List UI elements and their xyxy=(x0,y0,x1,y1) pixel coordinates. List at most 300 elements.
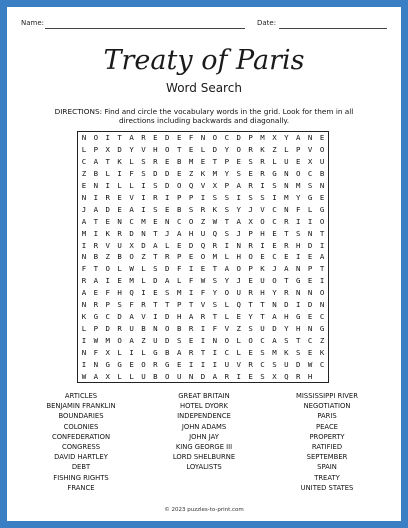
grid-letter: U xyxy=(284,157,289,167)
grid-letter: I xyxy=(117,169,122,179)
grid-letter: T xyxy=(284,276,289,286)
grid-letter: R xyxy=(93,240,99,250)
grid-letter: G xyxy=(319,323,325,333)
word-list-column-2 xyxy=(144,391,264,473)
grid-letter: M xyxy=(212,169,218,179)
grid-letter: V xyxy=(129,192,134,202)
grid-letter: I xyxy=(105,181,110,191)
grid-letter: B xyxy=(117,252,122,262)
word-list-item: CONGRESS xyxy=(61,442,101,451)
grid-letter: R xyxy=(188,323,194,333)
grid-letter: H xyxy=(307,371,313,381)
grid-letter: P xyxy=(188,192,194,202)
grid-letter: F xyxy=(105,288,110,298)
grid-letter: I xyxy=(141,204,146,214)
grid-letter: V xyxy=(105,240,110,250)
grid-letter: U xyxy=(153,335,158,345)
grid-letter: H xyxy=(176,312,182,322)
grid-letter: Z xyxy=(188,169,194,179)
grid-letter: D xyxy=(165,264,170,274)
word-list-item: ARTICLES xyxy=(64,392,98,400)
grid-letter: S xyxy=(153,181,158,191)
word-list-item: UNITED STATES xyxy=(300,483,354,492)
grid-letter: D xyxy=(307,240,313,250)
grid-letter: X xyxy=(105,371,110,381)
grid-letter: I xyxy=(296,216,301,226)
grid-letter: Y xyxy=(224,169,230,179)
worksheet-page xyxy=(7,7,401,521)
grid-letter: X xyxy=(105,347,110,357)
word-list-item: RATIFIED xyxy=(311,442,343,451)
word-list-item: GREAT BRITAIN xyxy=(178,392,230,400)
grid-letter: A xyxy=(129,133,134,143)
grid-letter: L xyxy=(224,300,230,310)
grid-letter: W xyxy=(212,216,218,226)
grid-letter: E xyxy=(105,216,110,226)
grid-letter: E xyxy=(236,157,241,167)
grid-letter: L xyxy=(117,371,122,381)
grid-letter: G xyxy=(319,204,325,214)
grid-letter: E xyxy=(272,240,277,250)
grid-letter: E xyxy=(200,264,206,274)
grid-letter: D xyxy=(129,228,134,238)
grid-letter: F xyxy=(200,288,206,298)
grid-letter: E xyxy=(176,169,182,179)
grid-letter: S xyxy=(248,157,253,167)
grid-letter: F xyxy=(129,169,134,179)
grid-letter: Y xyxy=(224,276,230,286)
grid-letter: W xyxy=(200,276,206,286)
grid-letter: E xyxy=(248,347,253,357)
grid-letter: A xyxy=(212,371,218,381)
grid-letter: L xyxy=(307,204,313,214)
grid-letter: D xyxy=(165,133,170,143)
grid-letter: I xyxy=(236,192,241,202)
grid-letter: U xyxy=(176,371,182,381)
grid-letter: E xyxy=(319,192,325,202)
grid-letter: N xyxy=(81,300,87,310)
word-list-item: INDEPENDENCE xyxy=(177,412,231,421)
grid-letter: D xyxy=(153,276,158,286)
grid-letter: I xyxy=(260,181,265,191)
grid-letter: H xyxy=(296,323,301,333)
grid-letter: I xyxy=(188,264,194,274)
grid-letter: E xyxy=(307,347,313,357)
grid-letter: D xyxy=(212,145,218,155)
grid-letter: T xyxy=(153,252,158,262)
grid-letter: K xyxy=(260,145,265,155)
grid-letter: H xyxy=(260,228,265,238)
grid-letter: I xyxy=(212,347,218,357)
grid-letter: C xyxy=(307,169,313,179)
word-list-item: SPAIN xyxy=(317,463,337,472)
grid-letter: A xyxy=(93,157,99,167)
page-title: Treaty of Paris xyxy=(103,45,305,76)
grid-letter: X xyxy=(129,240,134,250)
grid-letter: E xyxy=(319,133,325,143)
grid-letter: T xyxy=(93,216,99,226)
grid-letter: A xyxy=(153,240,158,250)
grid-letter: B xyxy=(319,169,325,179)
grid-letter: O xyxy=(176,181,182,191)
grid-letter: R xyxy=(248,145,253,155)
grid-letter: N xyxy=(319,181,325,191)
grid-letter: R xyxy=(141,133,146,143)
grid-letter: S xyxy=(284,335,289,345)
grid-letter: L xyxy=(272,157,277,167)
grid-letter: I xyxy=(81,240,87,250)
grid-letter: S xyxy=(212,300,218,310)
grid-letter: A xyxy=(236,181,241,191)
grid-letter: C xyxy=(260,359,265,369)
grid-letter: A xyxy=(81,216,87,226)
grid-letter: Q xyxy=(212,228,218,238)
grid-letter: S xyxy=(236,169,241,179)
grid-letter: E xyxy=(176,133,182,143)
grid-letter: E xyxy=(188,145,194,155)
grid-letter: J xyxy=(236,276,241,286)
grid-letter: L xyxy=(141,264,146,274)
word-list-item: CONFEDERATION xyxy=(51,432,111,441)
grid-letter: E xyxy=(236,312,241,322)
grid-letter: X xyxy=(307,157,313,167)
grid-letter: X xyxy=(212,181,218,191)
grid-letter: N xyxy=(165,216,170,226)
grid-letter: S xyxy=(224,228,230,238)
grid-letter: O xyxy=(212,133,218,143)
grid-letter: E xyxy=(153,216,158,226)
grid-letter: A xyxy=(296,133,301,143)
grid-letter: O xyxy=(319,288,325,298)
grid-letter: S xyxy=(141,169,146,179)
word-list-item: KING GEORGE III xyxy=(175,442,233,451)
grid-letter: F xyxy=(176,264,182,274)
grid-letter: L xyxy=(117,181,122,191)
grid-letter: H xyxy=(188,228,194,238)
grid-letter: O xyxy=(296,169,301,179)
grid-letter: R xyxy=(153,192,158,202)
grid-letter: C xyxy=(260,335,265,345)
grid-letter: N xyxy=(272,300,277,310)
grid-letter: O xyxy=(200,252,206,262)
grid-letter: D xyxy=(272,323,277,333)
grid-letter: S xyxy=(272,359,277,369)
grid-letter: D xyxy=(105,204,110,214)
grid-letter: R xyxy=(284,216,289,226)
grid-letter: Z xyxy=(141,335,146,345)
grid-letter: O xyxy=(224,288,230,298)
grid-letter: E xyxy=(307,312,313,322)
grid-letter: I xyxy=(141,192,146,202)
grid-letter: N xyxy=(212,335,218,345)
grid-letter: O xyxy=(93,133,99,143)
grid-letter: D xyxy=(141,240,146,250)
word-list-item: FISHING RIGHTS xyxy=(53,473,109,482)
grid-letter: C xyxy=(272,216,277,226)
grid-letter: A xyxy=(93,371,99,381)
grid-letter: E xyxy=(307,276,313,286)
word-search-grid xyxy=(77,131,329,383)
word-list-item: JOHN ADAMS xyxy=(181,422,227,431)
grid-letter: M xyxy=(81,228,87,238)
grid-letter: Z xyxy=(272,145,277,155)
grid-letter: I xyxy=(200,335,206,345)
grid-letter: I xyxy=(319,276,325,286)
grid-letter: R xyxy=(248,288,253,298)
grid-letter: E xyxy=(117,276,122,286)
grid-letter: L xyxy=(236,347,241,357)
grid-letter: E xyxy=(176,359,182,369)
grid-letter: E xyxy=(248,276,253,286)
grid-letter: Q xyxy=(236,300,241,310)
grid-letter: S xyxy=(296,347,301,357)
name-line xyxy=(45,28,245,29)
grid-letter: O xyxy=(260,216,265,226)
grid-letter: E xyxy=(188,252,194,262)
grid-letter: R xyxy=(200,312,206,322)
grid-letter: M xyxy=(260,133,265,143)
grid-letter: S xyxy=(224,204,230,214)
grid-letter: I xyxy=(105,276,110,286)
grid-letter: I xyxy=(93,228,99,238)
grid-letter: S xyxy=(165,288,170,298)
grid-letter: R xyxy=(117,323,122,333)
grid-letter: E xyxy=(260,252,265,262)
grid-letter: N xyxy=(117,216,122,226)
grid-letter: D xyxy=(165,181,170,191)
grid-letter: V xyxy=(141,145,146,155)
grid-letter: R xyxy=(248,240,253,250)
grid-letter: I xyxy=(319,240,325,250)
grid-letter: X xyxy=(272,133,277,143)
grid-letter: F xyxy=(188,133,194,143)
grid-letter: T xyxy=(153,300,158,310)
grid-letter: S xyxy=(153,204,158,214)
grid-letter: H xyxy=(117,288,122,298)
grid-letter: Z xyxy=(141,252,146,262)
grid-letter: Z xyxy=(319,335,325,345)
grid-letter: S xyxy=(176,335,182,345)
grid-letter: T xyxy=(224,216,230,226)
grid-letter: N xyxy=(284,181,289,191)
grid-letter: E xyxy=(93,288,99,298)
grid-letter: W xyxy=(81,371,87,381)
grid-letter: R xyxy=(284,288,289,298)
grid-letter: R xyxy=(200,204,206,214)
grid-letter: O xyxy=(105,264,110,274)
grid-letter: E xyxy=(248,371,253,381)
grid-letter: I xyxy=(141,288,146,298)
grid-letter: F xyxy=(93,347,99,357)
word-list-item: TREATY xyxy=(314,473,340,482)
grid-letter: H xyxy=(153,145,158,155)
grid-letter: K xyxy=(105,228,110,238)
grid-letter: D xyxy=(165,169,170,179)
grid-letter: X xyxy=(248,216,253,226)
grid-letter: R xyxy=(141,300,146,310)
grid-letter: B xyxy=(93,169,99,179)
grid-letter: L xyxy=(165,240,170,250)
grid-letter: N xyxy=(284,204,289,214)
grid-letter: L xyxy=(224,312,230,322)
grid-letter: Z xyxy=(236,323,241,333)
grid-letter: T xyxy=(176,145,182,155)
grid-letter: U xyxy=(141,371,146,381)
grid-letter: C xyxy=(224,133,230,143)
grid-letter: N xyxy=(307,228,313,238)
grid-letter: M xyxy=(284,192,289,202)
grid-letter: V xyxy=(260,204,265,214)
grid-letter: C xyxy=(129,216,134,226)
grid-letter: O xyxy=(236,145,241,155)
grid-letter: Q xyxy=(284,371,289,381)
grid-letter: A xyxy=(284,264,289,274)
grid-letter: V xyxy=(224,323,230,333)
grid-letter: I xyxy=(141,181,146,191)
grid-letter: O xyxy=(117,335,122,345)
grid-letter: L xyxy=(81,323,87,333)
grid-letter: I xyxy=(105,133,110,143)
grid-letter: H xyxy=(296,240,301,250)
grid-letter: B xyxy=(176,204,182,214)
grid-letter: D xyxy=(117,312,122,322)
grid-letter: N xyxy=(153,323,158,333)
grid-letter: I xyxy=(188,359,194,369)
grid-letter: L xyxy=(284,145,289,155)
grid-letter: R xyxy=(153,359,158,369)
grid-letter: O xyxy=(165,371,170,381)
grid-letter: F xyxy=(129,300,134,310)
word-list-item: PEACE xyxy=(316,422,338,431)
grid-letter: G xyxy=(153,347,158,357)
grid-letter: T xyxy=(165,300,170,310)
grid-letter: N xyxy=(141,228,146,238)
grid-letter: U xyxy=(200,228,206,238)
grid-letter: Q xyxy=(188,181,194,191)
grid-letter: I xyxy=(129,347,134,357)
grid-letter: C xyxy=(319,359,325,369)
grid-letter: P xyxy=(307,264,313,274)
grid-letter: L xyxy=(129,181,134,191)
grid-letter: I xyxy=(272,192,277,202)
date-line xyxy=(279,28,387,29)
grid-letter: E xyxy=(117,204,122,214)
grid-letter: U xyxy=(129,323,134,333)
word-list-item: PROPERTY xyxy=(309,432,345,441)
grid-letter: I xyxy=(212,359,218,369)
grid-letter: S xyxy=(248,323,253,333)
word-list-item: BENJAMIN FRANKLIN xyxy=(46,402,116,411)
grid-letter: A xyxy=(272,335,277,345)
grid-letter: N xyxy=(200,133,206,143)
grid-letter: D xyxy=(307,300,313,310)
grid-letter: T xyxy=(200,347,206,357)
grid-letter: Z xyxy=(81,169,87,179)
grid-letter: N xyxy=(307,288,313,298)
grid-letter: J xyxy=(165,228,170,238)
grid-letter: E xyxy=(307,252,313,262)
grid-letter: S xyxy=(260,371,265,381)
word-list-item: NEGOTIATION xyxy=(303,402,351,411)
grid-letter: T xyxy=(188,300,194,310)
copyright-footer: © 2023 puzzles-to-print.com xyxy=(164,507,244,513)
grid-letter: I xyxy=(81,335,87,345)
grid-letter: L xyxy=(200,145,206,155)
grid-letter: D xyxy=(117,145,122,155)
grid-letter: K xyxy=(260,264,265,274)
grid-letter: X xyxy=(105,145,110,155)
grid-letter: A xyxy=(129,335,134,345)
word-list-column-1 xyxy=(21,391,141,493)
word-list-item: JOHN JAY xyxy=(189,432,219,441)
grid-letter: B xyxy=(141,323,146,333)
grid-letter: G xyxy=(117,359,122,369)
grid-letter: T xyxy=(296,335,301,345)
grid-letter: I xyxy=(200,192,206,202)
grid-letter: A xyxy=(224,264,230,274)
grid-letter: T xyxy=(117,133,122,143)
grid-letter: E xyxy=(188,335,194,345)
grid-letter: S xyxy=(307,181,313,191)
grid-letter: E xyxy=(296,157,301,167)
grid-letter: M xyxy=(272,347,277,357)
grid-letter: O xyxy=(272,276,277,286)
date-label: Date: xyxy=(257,19,277,27)
grid-letter: R xyxy=(248,181,253,191)
grid-letter: A xyxy=(81,288,87,298)
grid-letter: D xyxy=(284,300,289,310)
grid-letter: S xyxy=(188,204,194,214)
grid-letter: B xyxy=(93,252,99,262)
page-subtitle: Word Search xyxy=(166,81,242,95)
grid-letter: L xyxy=(81,145,87,155)
grid-letter: K xyxy=(117,157,122,167)
grid-letter: P xyxy=(176,300,182,310)
grid-letter: T xyxy=(260,300,265,310)
grid-letter: I xyxy=(81,359,87,369)
grid-letter: Y xyxy=(212,288,218,298)
grid-letter: O xyxy=(319,216,325,226)
grid-letter: G xyxy=(296,312,301,322)
word-list-item: DAVID HARTLEY xyxy=(54,453,108,462)
grid-letter: W xyxy=(129,264,134,274)
grid-letter: F xyxy=(296,204,301,214)
grid-letter: L xyxy=(117,264,122,274)
grid-letter: L xyxy=(224,252,230,262)
grid-letter: E xyxy=(248,169,253,179)
word-list-item: PARIS xyxy=(317,412,337,421)
grid-letter: A xyxy=(93,276,99,286)
grid-letter: R xyxy=(260,157,265,167)
grid-letter: Y xyxy=(248,312,253,322)
grid-letter: N xyxy=(93,359,99,369)
grid-letter: Z xyxy=(200,216,206,226)
grid-letter: W xyxy=(307,359,313,369)
grid-letter: C xyxy=(272,252,277,262)
grid-letter: G xyxy=(93,312,99,322)
grid-letter: A xyxy=(176,228,182,238)
grid-letter: S xyxy=(212,276,218,286)
grid-letter: H xyxy=(260,288,265,298)
grid-letter: G xyxy=(296,276,301,286)
grid-letter: W xyxy=(93,335,99,345)
grid-letter: E xyxy=(176,240,182,250)
grid-letter: N xyxy=(296,288,301,298)
grid-letter: O xyxy=(236,264,241,274)
grid-letter: V xyxy=(200,181,206,191)
name-label: Name: xyxy=(21,19,45,27)
grid-letter: P xyxy=(296,145,301,155)
